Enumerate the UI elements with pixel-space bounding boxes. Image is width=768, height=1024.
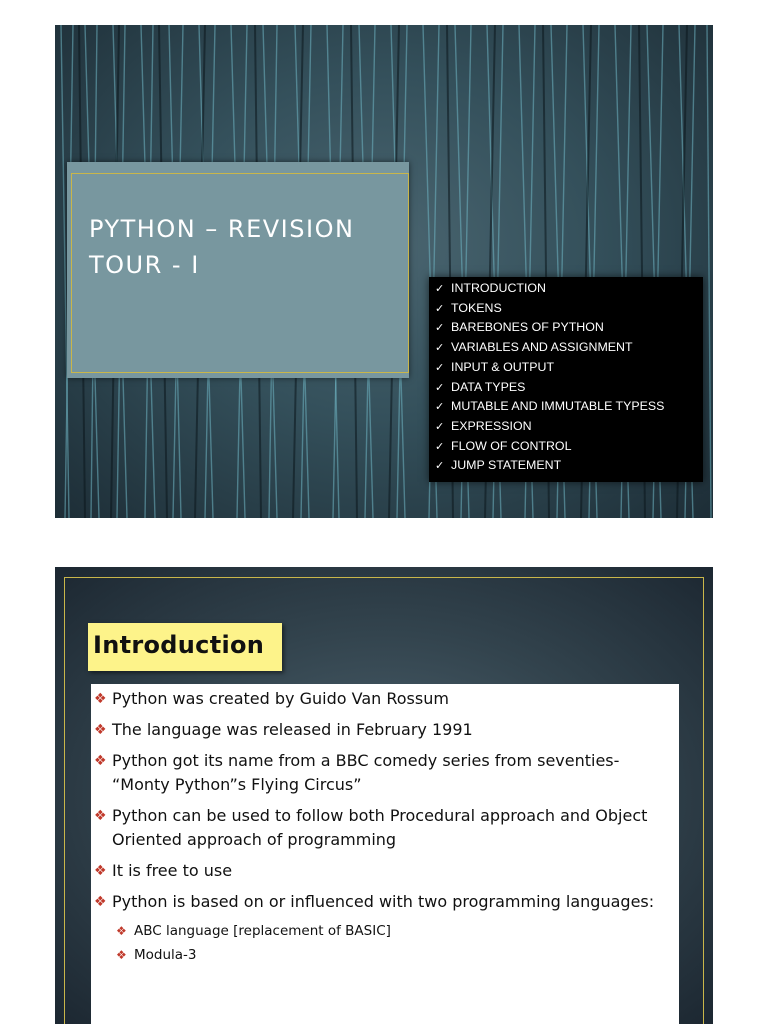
sub-bullet-text: ABC language [replacement of BASIC] xyxy=(134,923,391,939)
topic-label: MUTABLE AND IMMUTABLE TYPESS xyxy=(451,399,665,414)
bullet-item xyxy=(94,687,674,711)
topic-item xyxy=(435,378,664,398)
topic-item xyxy=(435,437,664,457)
bullet-text: Python is based on or influenced with two programming languages: xyxy=(112,892,655,911)
topic-item xyxy=(435,397,664,417)
slide-title xyxy=(89,211,399,283)
topic-label: VARIABLES AND ASSIGNMENT xyxy=(451,340,633,355)
sub-bullet-item xyxy=(94,945,674,965)
diamond-bullet-icon: ❖ xyxy=(94,808,107,824)
bullet-text: Python was created by Guido Van Rossum xyxy=(112,689,449,708)
check-icon: ✓ xyxy=(435,440,445,453)
diamond-bullet-icon: ❖ xyxy=(94,863,107,879)
title-slide xyxy=(55,25,713,518)
check-icon: ✓ xyxy=(435,302,445,315)
check-icon: ✓ xyxy=(435,460,445,473)
topic-label: JUMP STATEMENT xyxy=(451,458,562,473)
topic-label: INPUT & OUTPUT xyxy=(451,359,555,374)
topic-item xyxy=(435,456,664,476)
topic-label: BAREBONES OF PYTHON xyxy=(451,320,604,335)
diamond-bullet-icon: ❖ xyxy=(94,894,107,910)
check-icon: ✓ xyxy=(435,401,445,414)
bullet-text: Python got its name from a BBC comedy series from seventies- “Monty Python”s Flying Circus” xyxy=(112,751,620,794)
content-box xyxy=(91,684,679,1024)
topic-item xyxy=(435,299,664,319)
slide-title-line-1: PYTHON – REVISION xyxy=(89,215,355,243)
topic-item xyxy=(435,417,664,437)
bullet-list xyxy=(94,687,674,969)
bullet-item xyxy=(94,804,674,852)
bullet-item xyxy=(94,859,674,883)
topic-item xyxy=(435,318,664,338)
diamond-bullet-icon: ❖ xyxy=(116,924,127,938)
section-heading-box xyxy=(88,623,282,671)
topics-list xyxy=(435,279,664,476)
check-icon: ✓ xyxy=(435,381,445,394)
diamond-bullet-icon: ❖ xyxy=(94,691,107,707)
sub-bullet-item xyxy=(94,921,674,941)
check-icon: ✓ xyxy=(435,322,445,335)
topic-label: DATA TYPES xyxy=(451,379,526,394)
bullet-item xyxy=(94,718,674,742)
diamond-bullet-icon: ❖ xyxy=(94,753,107,769)
diamond-bullet-icon: ❖ xyxy=(116,948,127,962)
bullet-text: It is free to use xyxy=(112,861,233,880)
bullet-item xyxy=(94,749,674,797)
introduction-slide xyxy=(55,567,713,1024)
diamond-bullet-icon: ❖ xyxy=(94,722,107,738)
check-icon: ✓ xyxy=(435,420,445,433)
section-heading: Introduction xyxy=(93,631,265,659)
check-icon: ✓ xyxy=(435,283,445,295)
topic-item xyxy=(435,338,664,358)
topic-label: TOKENS xyxy=(451,300,502,315)
topic-item xyxy=(435,279,664,299)
bullet-item xyxy=(94,890,674,914)
check-icon: ✓ xyxy=(435,342,445,355)
bullet-text: The language was released in February 1991 xyxy=(112,720,473,739)
topic-label: EXPRESSION xyxy=(451,418,532,433)
slide-title-line-2: TOUR - I xyxy=(89,251,200,279)
sub-bullet-text: Modula-3 xyxy=(134,947,197,963)
topic-item xyxy=(435,358,664,378)
topics-list-box xyxy=(429,277,703,482)
topic-label: INTRODUCTION xyxy=(451,281,546,295)
bullet-text: Python can be used to follow both Procedural approach and Object Oriented approach of programming xyxy=(112,806,648,849)
topic-label: FLOW OF CONTROL xyxy=(451,438,572,453)
check-icon: ✓ xyxy=(435,361,445,374)
title-box xyxy=(67,162,409,378)
